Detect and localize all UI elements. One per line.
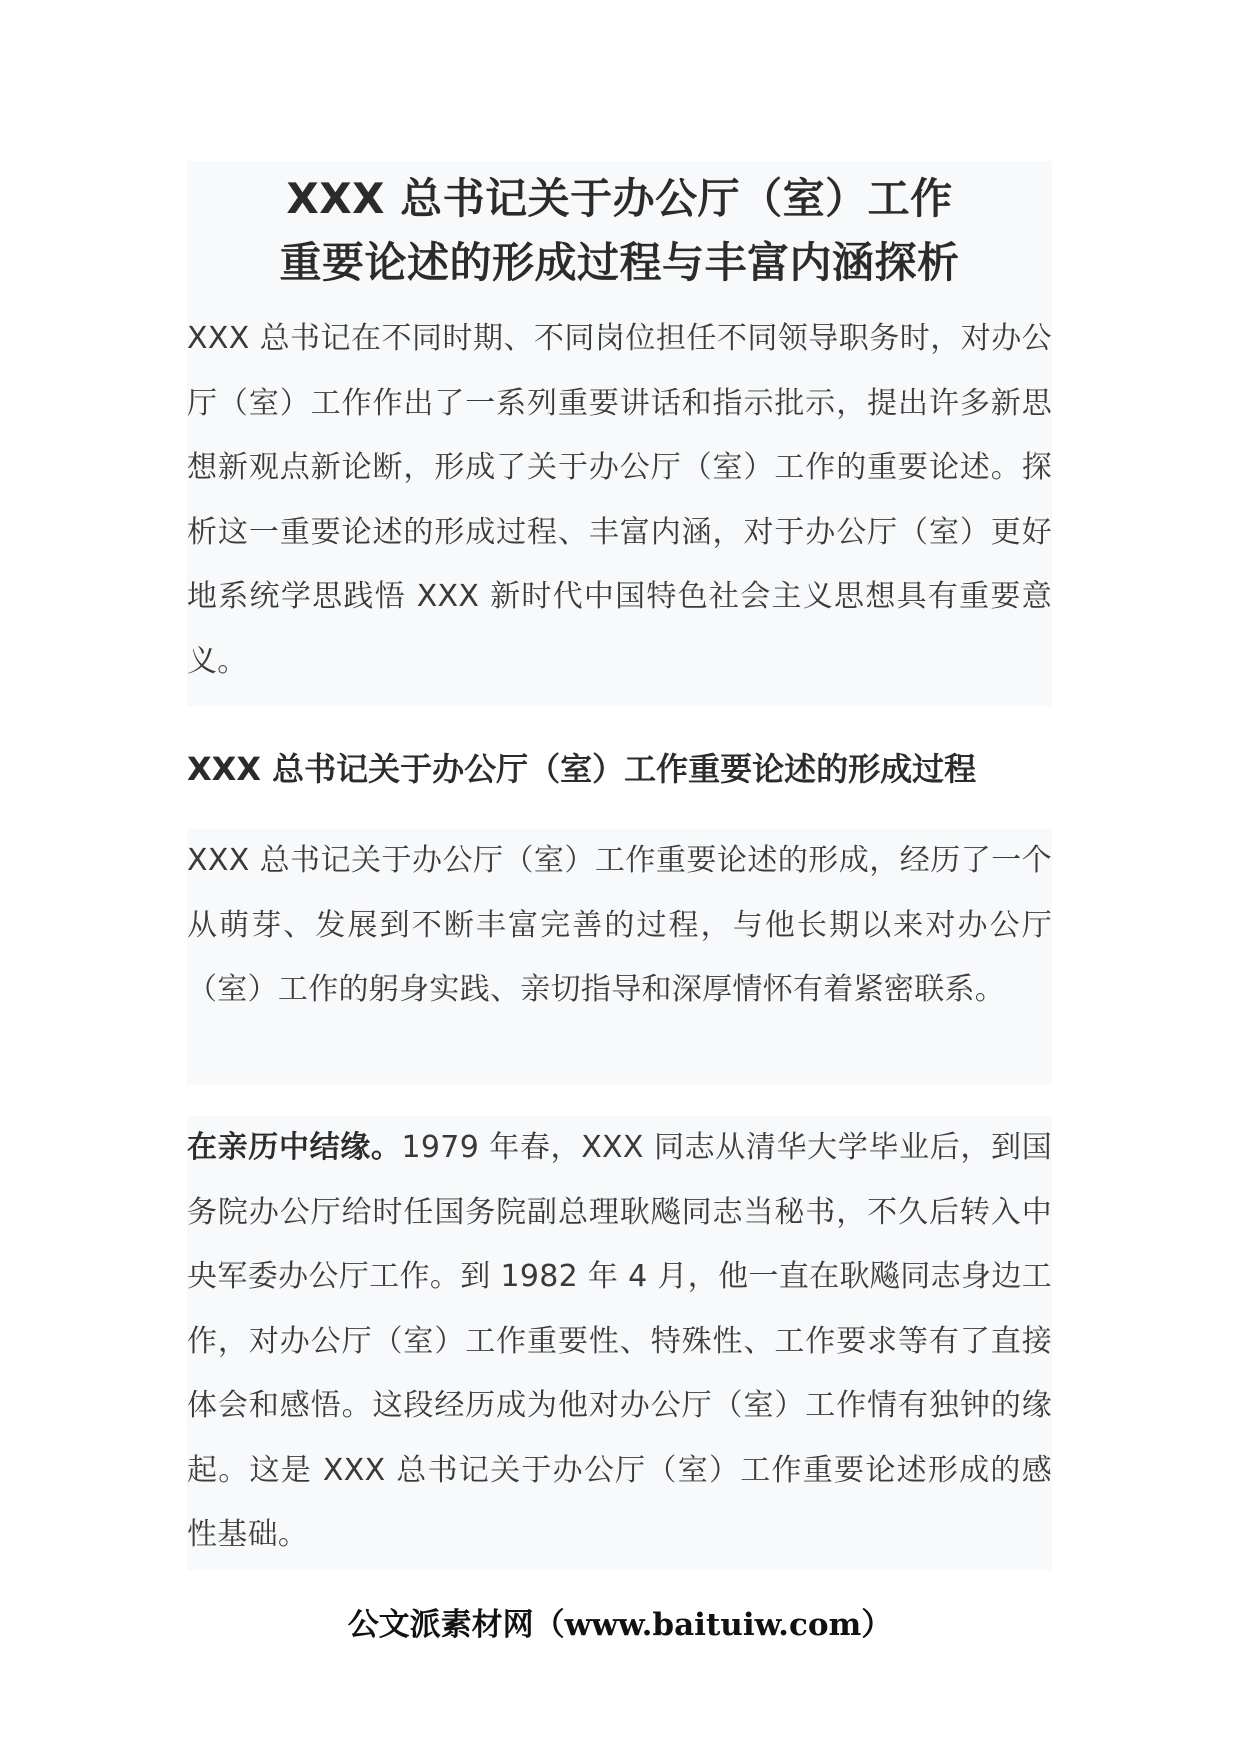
section2-text: 1979 年春，XXX 同志从清华大学毕业后，到国务院办公厅给时任国务院副总理耿飚同志当秘书，不久后转入中央军委办公厅工作。到 1982 年 4 月，他一直在耿飚同志身边工作，对办公厅（室）工作重要性、特殊性、工作要求等有了直接体会和感悟。这段经历成为他对办公厅（室）工作情有独钟的缘起。这是 XXX 总书记关于办公厅（室）工作重要论述形成的感性基础。 [187,1130,1052,1552]
section1-paragraph: XXX 总书记关于办公厅（室）工作重要论述的形成，经历了一个从萌芽、发展到不断丰富完善的过程，与他长期以来对办公厅（室）工作的躬身实践、亲切指导和深厚情怀有着紧密联系。 [187,843,1052,1007]
footer-watermark: 公文派素材网（www.baituiw.com） [347,1607,893,1643]
title-line-1: XXX 总书记关于办公厅（室）工作 [286,174,953,223]
document-title [187,161,1052,295]
section2-paragraph [187,1116,1052,1568]
intro-paragraph: XXX 总书记在不同时期、不同岗位担任不同领导职务时，对办公厅（室）工作作出了一系列重要讲话和指示批示，提出许多新思想新观点新论断，形成了关于办公厅（室）工作的重要论述。探析这一重要论述的形成过程、丰富内涵，对于办公厅（室）更好地系统学思践悟 XXX 新时代中国特色社会主义思想具有重要意义。 [187,321,1052,679]
section-heading: XXX 总书记关于办公厅（室）工作重要论述的形成过程 [187,750,977,788]
section2-lead: 在亲历中结缘。 [187,1130,402,1165]
section1-block [187,829,1052,1085]
title-line-2: 重要论述的形成过程与丰富内涵探析 [279,238,960,287]
section2-block [187,1116,1052,1570]
title-block [187,161,1052,706]
